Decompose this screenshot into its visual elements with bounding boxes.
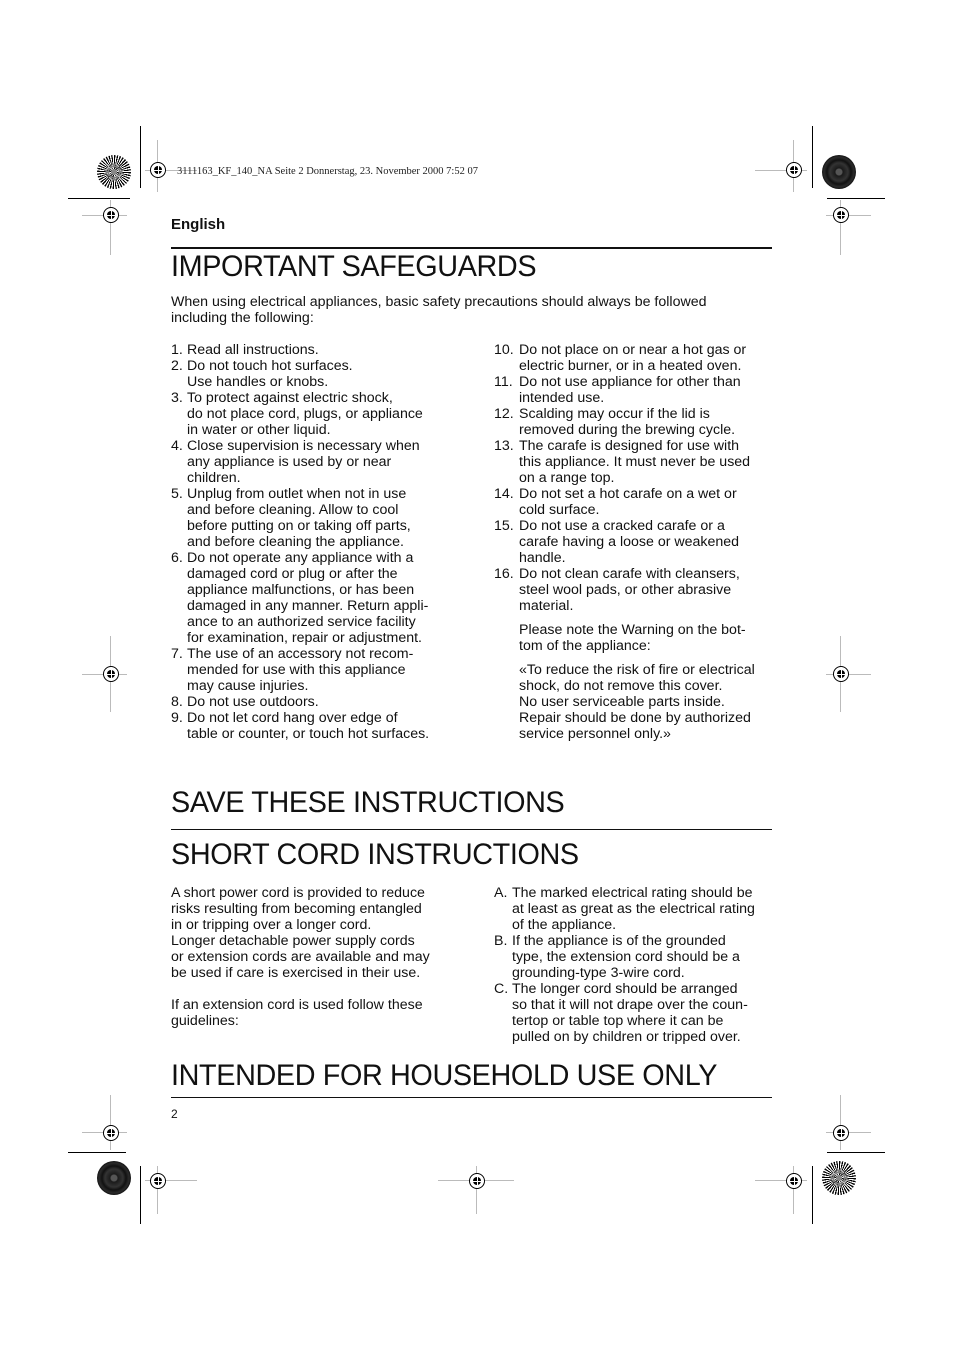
list-item: [494, 374, 750, 406]
item-text-line: may cause injuries.: [187, 678, 309, 694]
item-text-line: To protect against electric shock,: [187, 390, 393, 406]
item-text-line: material.: [519, 598, 574, 614]
item-number: 15.: [494, 518, 514, 534]
list-item: [494, 486, 750, 518]
item-text-line: on a range top.: [519, 470, 615, 486]
print-slug: 3111163_KF_140_NA Seite 2 Donnerstag, 23. November 2000 7:52 07: [177, 166, 478, 177]
registration-target-icon: [150, 1173, 166, 1189]
item-number: A.: [494, 885, 508, 901]
item-number: C.: [494, 981, 509, 997]
item-number: 11.: [494, 374, 513, 390]
item-text-line: tertop or table top where it can be: [512, 1013, 724, 1029]
registration-target-icon: [833, 1125, 849, 1141]
list-item: [171, 694, 429, 710]
item-text-line: Do not use outdoors.: [187, 694, 319, 710]
warning-note: [519, 622, 746, 654]
item-number: 1.: [171, 342, 183, 358]
section-rule: [171, 829, 772, 830]
list-item: [494, 342, 750, 374]
item-text-line: handle.: [519, 550, 566, 566]
item-text-line: Read all instructions.: [187, 342, 319, 358]
registration-target-icon: [469, 1173, 485, 1189]
text-line: Repair should be done by authorized: [519, 710, 751, 726]
item-number: 7.: [171, 646, 183, 662]
item-text-line: do not place cord, plugs, or appliance: [187, 406, 423, 422]
list-item: [494, 406, 750, 438]
item-number: 3.: [171, 390, 183, 406]
text-line: shock, do not remove this cover.: [519, 678, 723, 694]
list-item: [171, 438, 429, 486]
crop-line: [68, 198, 130, 199]
item-text-line: Do not clean carafe with cleansers,: [519, 566, 740, 582]
item-text-line: and before cleaning. Allow to cool: [187, 502, 399, 518]
crop-line: [827, 198, 885, 199]
intro-line: including the following:: [171, 310, 314, 326]
registration-target-icon: [103, 1125, 119, 1141]
item-text-line: so that it will not drape over the coun-: [512, 997, 748, 1013]
text-line: «To reduce the risk of fire or electrical: [519, 662, 755, 678]
crop-line: [110, 1095, 111, 1150]
page-number: 2: [171, 1107, 178, 1121]
item-text-line: of the appliance.: [512, 917, 617, 933]
item-text-line: The longer cord should be arranged: [512, 981, 738, 997]
item-text-line: Do not operate any appliance with a: [187, 550, 414, 566]
item-text-line: carafe having a loose or weakened: [519, 534, 740, 550]
text-line: guidelines:: [171, 1013, 239, 1029]
item-text-line: pulled on by children or tripped over.: [512, 1029, 741, 1045]
item-text-line: Use handles or knobs.: [187, 374, 329, 390]
item-text-line: If the appliance is of the grounded: [512, 933, 726, 949]
item-text-line: electric burner, or in a heated oven.: [519, 358, 742, 374]
item-text-line: before putting on or taking off parts,: [187, 518, 411, 534]
registration-target-icon: [103, 207, 119, 223]
crop-line: [840, 1095, 841, 1150]
item-text-line: children.: [187, 470, 241, 486]
text-line: service personnel only.»: [519, 726, 671, 742]
item-number: 13.: [494, 438, 514, 454]
crop-line: [812, 126, 813, 188]
item-text-line: Do not set a hot carafe on a wet or: [519, 486, 737, 502]
item-text-line: appliance malfunctions, or has been: [187, 582, 415, 598]
item-text-line: Do not use appliance for other than: [519, 374, 741, 390]
list-item: [494, 933, 755, 981]
item-text-line: any appliance is used by or near: [187, 454, 392, 470]
item-text-line: table or counter, or touch hot surfaces.: [187, 726, 430, 742]
list-item: [171, 646, 429, 694]
safeguards-list-left: [171, 342, 429, 742]
item-text-line: The carafe is designed for use with: [519, 438, 740, 454]
registration-target-icon: [786, 1173, 802, 1189]
item-number: 2.: [171, 358, 183, 374]
text-line: tom of the appliance:: [519, 638, 651, 654]
list-item: [494, 438, 750, 486]
item-text-line: at least as great as the electrical rating: [512, 901, 755, 917]
item-text-line: The marked electrical rating should be: [512, 885, 753, 901]
text-line: be used if care is exercised in their use.: [171, 965, 421, 981]
crop-line: [140, 1166, 141, 1224]
save-instructions-title: SAVE THESE INSTRUCTIONS: [171, 786, 565, 819]
text-line: Longer detachable power supply cords: [171, 933, 415, 949]
color-star-icon: [822, 1161, 856, 1195]
short-cord-paragraph: [171, 885, 430, 981]
text-line: If an extension cord is used follow these: [171, 997, 423, 1013]
item-text-line: steel wool pads, or other abrasive: [519, 582, 732, 598]
extension-cord-guidelines: [494, 885, 755, 1045]
item-text-line: Unplug from outlet when not in use: [187, 486, 407, 502]
item-text-line: damaged cord or plug or after the: [187, 566, 398, 582]
list-item: [494, 566, 750, 614]
item-text-line: mended for use with this appliance: [187, 662, 406, 678]
item-number: 14.: [494, 486, 514, 502]
item-text-line: damaged in any manner. Return appli-: [187, 598, 429, 614]
item-number: 10.: [494, 342, 514, 358]
list-item: [171, 390, 429, 438]
text-line: No user serviceable parts inside.: [519, 694, 725, 710]
list-item: [494, 518, 750, 566]
safeguards-title: IMPORTANT SAFEGUARDS: [171, 250, 537, 283]
item-text-line: for examination, repair or adjustment.: [187, 630, 422, 646]
short-cord-title: SHORT CORD INSTRUCTIONS: [171, 838, 579, 871]
list-item: [171, 550, 429, 646]
item-text-line: Close supervision is necessary when: [187, 438, 420, 454]
registration-target-icon: [150, 162, 166, 178]
item-text-line: ance to an authorized service facility: [187, 614, 416, 630]
list-item: [494, 981, 755, 1045]
color-star-icon: [97, 155, 131, 189]
item-text-line: Do not touch hot surfaces.: [187, 358, 353, 374]
text-line: A short power cord is provided to reduce: [171, 885, 425, 901]
list-item: [171, 342, 429, 358]
crop-line: [140, 126, 141, 188]
item-text-line: intended use.: [519, 390, 605, 406]
household-use-title: INTENDED FOR HOUSEHOLD USE ONLY: [171, 1059, 718, 1092]
item-text-line: Scalding may occur if the lid is: [519, 406, 710, 422]
item-number: B.: [494, 933, 508, 949]
item-text-line: grounding-type 3-wire cord.: [512, 965, 685, 981]
safeguards-list-right: [494, 342, 750, 614]
registration-target-icon: [786, 162, 802, 178]
list-item: [494, 885, 755, 933]
text-line: in or tripping over a longer cord.: [171, 917, 372, 933]
text-line: Please note the Warning on the bot-: [519, 622, 746, 638]
item-number: 4.: [171, 438, 183, 454]
item-text-line: this appliance. It must never be used: [519, 454, 751, 470]
list-item: [171, 486, 429, 550]
item-number: 9.: [171, 710, 183, 726]
registration-target-icon: [103, 666, 119, 682]
item-number: 6.: [171, 550, 183, 566]
color-disc-icon: [97, 1161, 131, 1195]
crop-line: [68, 1152, 126, 1153]
text-line: or extension cords are available and may: [171, 949, 430, 965]
item-text-line: cold surface.: [519, 502, 600, 518]
crop-line: [827, 1152, 885, 1153]
footer-rule: [171, 1097, 772, 1098]
language-label: English: [171, 216, 226, 233]
color-disc-icon: [822, 155, 856, 189]
item-text-line: The use of an accessory not recom-: [187, 646, 414, 662]
intro-line: When using electrical appliances, basic safety precautions should always be followed: [171, 294, 707, 310]
item-text-line: removed during the brewing cycle.: [519, 422, 736, 438]
heading-rule: [171, 247, 772, 249]
item-text-line: Do not use a cracked carafe or a: [519, 518, 725, 534]
item-number: 5.: [171, 486, 183, 502]
list-item: [171, 710, 429, 742]
registration-target-icon: [833, 207, 849, 223]
item-text-line: in water or other liquid.: [187, 422, 331, 438]
text-line: risks resulting from becoming entangled: [171, 901, 422, 917]
extension-cord-paragraph: [171, 997, 423, 1029]
item-text-line: and before cleaning the appliance.: [187, 534, 404, 550]
item-number: 8.: [171, 694, 183, 710]
warning-quote: [519, 662, 755, 742]
item-number: 12.: [494, 406, 514, 422]
list-item: [171, 358, 429, 390]
registration-target-icon: [833, 666, 849, 682]
item-text-line: Do not place on or near a hot gas or: [519, 342, 747, 358]
safeguards-intro: [171, 294, 706, 326]
item-text-line: Do not let cord hang over edge of: [187, 710, 398, 726]
item-text-line: type, the extension cord should be a: [512, 949, 740, 965]
crop-line: [812, 1166, 813, 1224]
item-number: 16.: [494, 566, 514, 582]
